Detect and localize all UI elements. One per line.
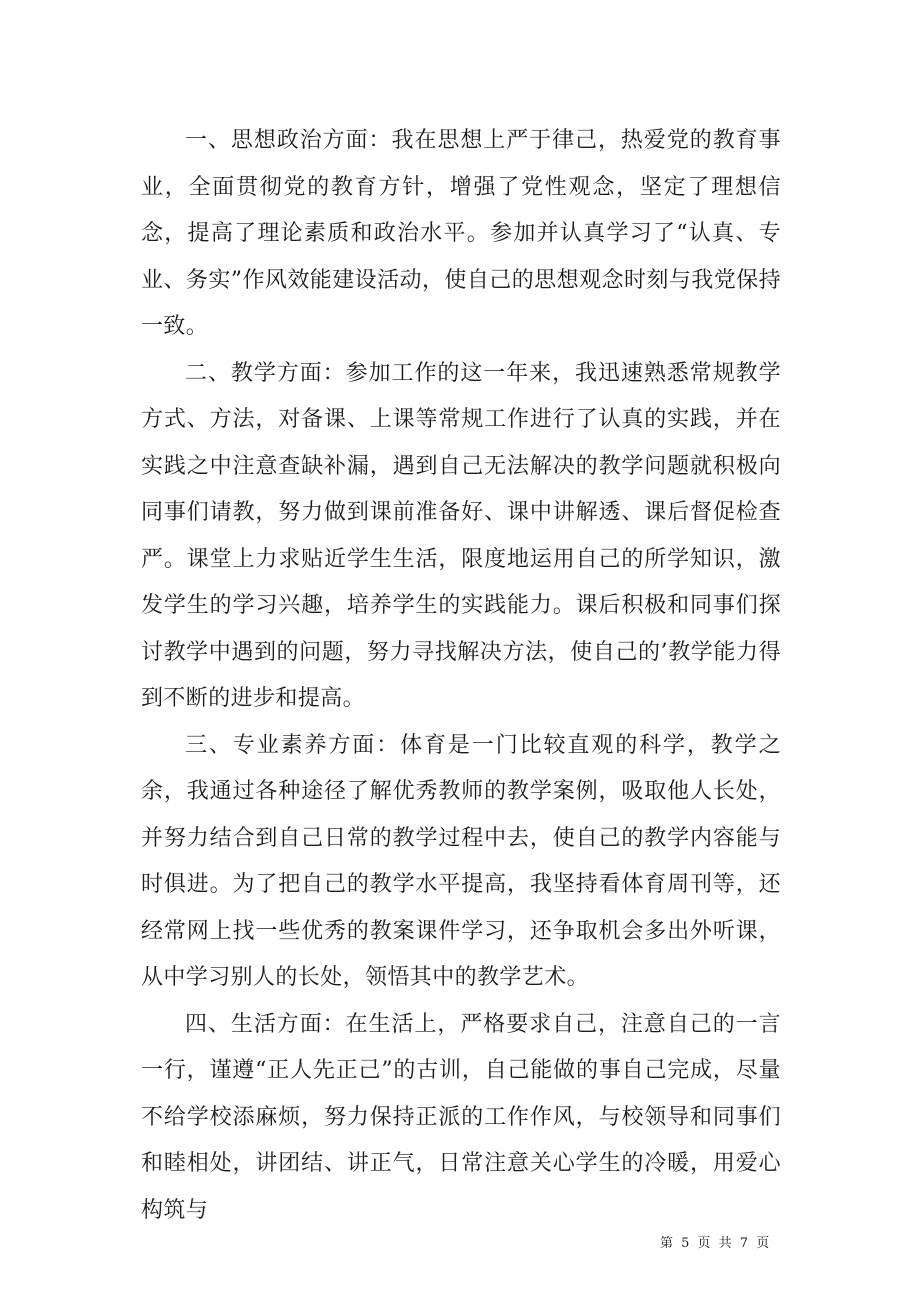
document-body [141, 118, 781, 1234]
paragraph-ideology: 一、思想政治方面：我在思想上严于律己，热爱党的教育事业，全面贯彻党的教育方针，增强了党性观念，坚定了理想信念，提高了理论素质和政治水平。参加并认真学习了“认真、专业、务实”作风效能建设活动，使自己的思想观念时刻与我党保持一致。 [141, 128, 781, 339]
paragraph-teaching: 二、教学方面：参加工作的这一年来，我迅速熟悉常规教学方式、方法，对备课、上课等常规工作进行了认真的实践，并在实践之中注意查缺补漏，遇到自己无法解决的教学问题就积极向同事们请教，努力做到课前准备好、课中讲解透、课后督促检查严。课堂上力求贴近学生生活，限度地运用自己的所学知识，激发学生的学习兴趣，培养学生的实践能力。课后积极和同事们探讨教学中遇到的问题，努力寻找解决方法，使自己的’教学能力得到不断的进步和提高。 [141, 360, 781, 711]
page-number-footer: 第 5 页 共 7 页 [660, 1236, 772, 1251]
paragraph-life: 四、生活方面：在生活上，严格要求自己，注意自己的一言一行，谨遵“正人先正己”的古训，自己能做的事自己完成，尽量不给学校添麻烦，努力保持正派的工作作风，与校领导和同事们和睦相处，讲团结、讲正气，日常注意关心学生的冷暖，用爱心构筑与 [141, 1011, 781, 1223]
paragraph-professional: 三、专业素养方面：体育是一门比较直观的科学，教学之余，我通过各种途径了解优秀教师的教学案例，吸取他人长处，并努力结合到自己日常的教学过程中去，使自己的教学内容能与时俱进。为了把自己的教学水平提高，我坚持看体育周刊等，还经常网上找一些优秀的教案课件学习，还争取机会多出外听课，从中学习别人的长处，领悟其中的教学艺术。 [141, 732, 781, 990]
